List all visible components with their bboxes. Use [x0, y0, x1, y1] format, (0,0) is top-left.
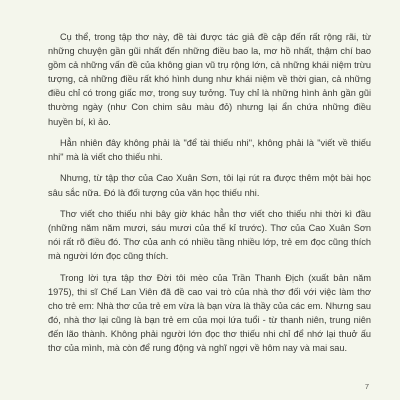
paragraph-1: Cụ thể, trong tập thơ này, đề tài được tác giả đề cập đến rất rộng rãi, từ những chuyện gần gũi nhất đến những điều bao la, mơ hồ nhất, thậm chí bao gồm cả những vấn đề của không gian vũ trụ rộng lớn, cả những khái niệm trừu tượng, cả những điều rất khó hình dung như khái niệm về thời gian, cả những điều chỉ có trong giấc mơ, trong suy tưởng. Tuy chỉ là những hình ảnh gần gũi thường ngày (như Con chim sâu màu đỏ) nhưng lại ẩn chứa những điều huyền bí, kì ảo.	[48, 32, 371, 127]
paragraph-5: Trong lời tựa tập thơ Đời tôi mèo của Trần Thanh Địch (xuất bản năm 1975), thi sĩ Chế Lan Viên đã đề cao vai trò của nhà thơ đối với việc làm thơ cho trẻ em: Nhà thơ của trẻ em vừa là bạn vừa là thầy của các em. Nhưng sau đó, nhà thơ lại cũng là bạn trẻ em của mọi lứa tuổi - từ thanh niên, trung niên đến lão thành. Không phải người lớn đọc thơ thiếu nhi chỉ để nhớ lại thuở ấu thơ của mình, mà còn để rung động và nghĩ ngợi về hôm nay và mai sau.	[48, 272, 371, 354]
page-number: 7	[364, 382, 369, 391]
paragraph-3: Nhưng, từ tập thơ của Cao Xuân Sơn, tôi lại rút ra được thêm một bài học sâu sắc nữa. Đó là đối tượng của văn học thiếu nhi.	[48, 173, 371, 198]
paragraph-4: Thơ viết cho thiếu nhi bây giờ khác hẳn thơ viết cho thiếu nhi thời kì đầu (những năm năm mươi, sáu mươi của thế kỉ trước). Thơ của Cao Xuân Sơn nói rất rõ điều đó. Thơ của anh có nhiều tầng nhiều lớp, trẻ em đọc cũng thích mà người lớn đọc cũng thích.	[48, 208, 371, 262]
body-text	[48, 30, 371, 355]
paragraph-2: Hẳn nhiên đây không phải là "để tài thiếu nhi", không phải là "viết về thiếu nhi" mà là viết cho thiếu nhi.	[48, 137, 371, 163]
